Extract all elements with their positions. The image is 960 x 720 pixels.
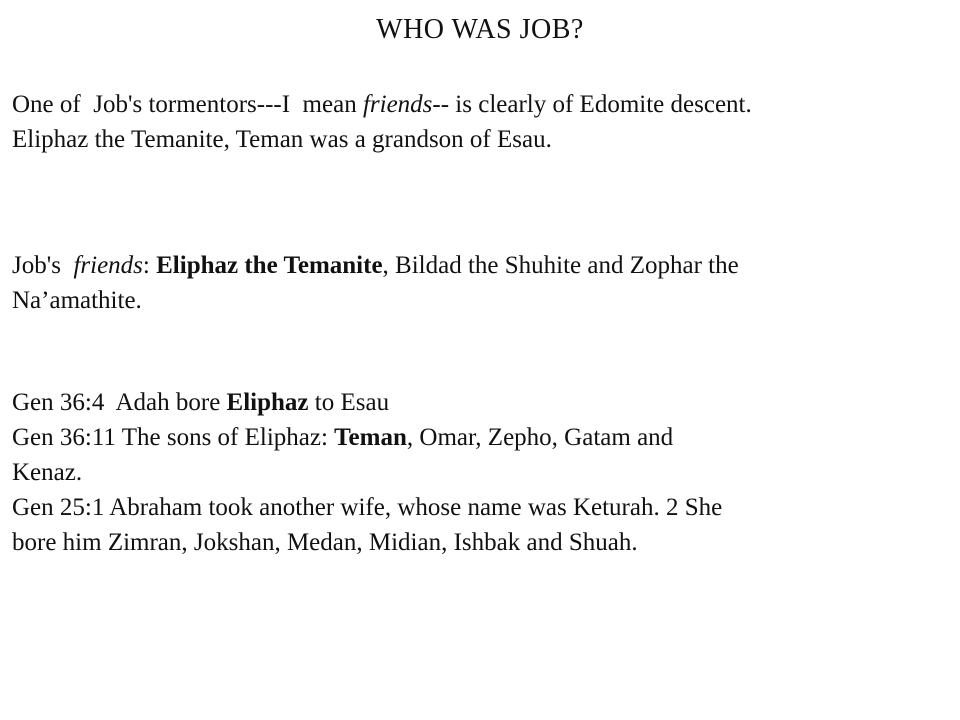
verse-line: Gen 25:1 Abraham took another wife, whose name was Keturah. 2 She (12, 494, 723, 521)
text-run: , Omar, Zepho, Gatam and (406, 424, 674, 451)
paragraph-line: Na’amathite. (12, 287, 142, 314)
bold-text: Teman (334, 424, 407, 451)
verse-line: bore him Zimran, Jokshan, Medan, Midian, Ishbak and Shuah. (12, 529, 638, 556)
paragraph-line (12, 248, 952, 283)
text-run: -- is clearly of Edomite descent. (432, 91, 752, 118)
text-run: Gen 36:4 Adah bore (12, 389, 227, 416)
paragraph-genesis (12, 385, 952, 560)
text-run: Gen 36:11 The sons of Eliphaz: (12, 424, 335, 451)
italic-text: friends (73, 252, 143, 279)
text-run: , Bildad the Shuhite and Zophar the (382, 252, 739, 279)
verse-line: Kenaz. (12, 459, 83, 486)
text-run: One of Job's tormentors---I mean (12, 91, 363, 118)
paragraph-line: Eliphaz the Temanite, Teman was a grandson of Esau. (12, 126, 552, 153)
paragraph-friends (12, 248, 952, 318)
verse-line (12, 420, 952, 455)
paragraph-tormentors (12, 87, 952, 157)
bold-text: Eliphaz the Temanite (156, 252, 383, 279)
bold-text: Eliphaz (226, 389, 309, 416)
text-run: : (142, 252, 157, 279)
verse-line (12, 385, 952, 420)
text-run: Job's (12, 252, 74, 279)
slide-title: WHO WAS JOB? (376, 14, 584, 45)
paragraph-line (12, 87, 952, 122)
text-run: to Esau (308, 389, 390, 416)
italic-text: friends (362, 91, 433, 118)
